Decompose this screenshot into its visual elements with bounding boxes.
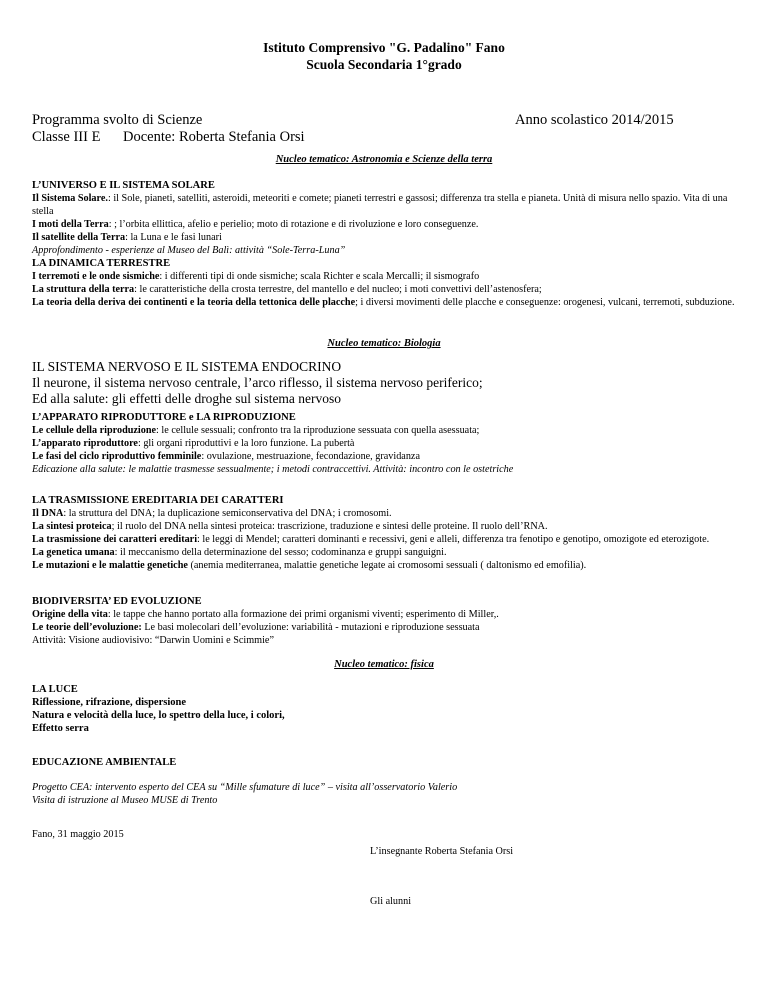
line-cellule: Le cellule della riproduzione: le cellule sessuali; confronto tra la riproduzione sessuata con quella asessuata; bbox=[32, 425, 480, 436]
nervoso-title: IL SISTEMA NERVOSO E IL SISTEMA ENDOCRINO bbox=[32, 359, 342, 374]
line-visita-muse: Visita di istruzione al Museo MUSE di Trento bbox=[32, 795, 218, 806]
line-approfondimento: Approfondimento - esperienze al Museo del Balì: attività “Sole-Terra-Luna” bbox=[32, 245, 346, 256]
heading-astronomia: Nucleo tematico: Astronomia e Scienze della terra bbox=[275, 154, 493, 165]
line-satellite: Il satellite della Terra: la Luna e le fasi lunari bbox=[32, 232, 222, 243]
ereditaria-title: LA TRASMISSIONE EREDITARIA DEI CARATTERI bbox=[32, 495, 284, 506]
line-terremoti: I terremoti e le onde sismiche: i differenti tipi di onde sismiche; scala Richter e scala Mercalli; il sismografo bbox=[32, 271, 480, 282]
line-attivita: Attività: Visione audiovisivo: “Darwin Uomini e Scimmie” bbox=[32, 635, 274, 646]
line-progetto-cea: Progetto CEA: intervento esperto del CEA su “Mille sfumature di luce” – visita all’osservatorio Valerio bbox=[32, 782, 458, 793]
school-level: Scuola Secondaria 1°grado bbox=[306, 57, 462, 72]
heading-biologia: Nucleo tematico: Biologia bbox=[327, 338, 441, 349]
school-name: Istituto Comprensivo "G. Padalino" Fano bbox=[263, 40, 505, 55]
line-mutazioni: Le mutazioni e le malattie genetiche (anemia mediterranea, malattie genetiche legate ai cromosomi sessuali ( daltonismo ed emofilia). bbox=[32, 560, 587, 571]
line-origine: Origine della vita: le tappe che hanno portato alla formazione dei primi organismi viventi; esperimento di Miller,. bbox=[32, 609, 499, 620]
section-ambientale bbox=[32, 781, 744, 807]
program-title: Programma svolto di Scienze bbox=[32, 112, 203, 128]
ambientale-title: EDUCAZIONE AMBIENTALE bbox=[32, 757, 177, 768]
class-label: Classe III E bbox=[32, 129, 101, 145]
line-neurone: Il neurone, il sistema nervoso centrale, l’arco riflesso, il sistema nervoso periferico; bbox=[32, 375, 483, 390]
teacher-label: Docente: Roberta Stefania Orsi bbox=[123, 129, 305, 145]
luce-title: LA LUCE bbox=[32, 684, 78, 695]
line-dna: Il DNA: la struttura del DNA; la duplicazione semiconservativa del DNA; i cromosomi. bbox=[32, 508, 392, 519]
section-riproduzione bbox=[32, 411, 744, 476]
section-ereditaria bbox=[32, 494, 744, 572]
section-fisica bbox=[32, 683, 744, 735]
line-deriva-continenti: La teoria della deriva dei continenti e la teoria della tettonica delle placche; i diversi movimenti delle placche e conseguenze: orogenesi, vulcani, terremoti, subduzione. bbox=[32, 297, 735, 308]
line-sintesi: La sintesi proteica; il ruolo del DNA nella sintesi proteica: trascrizione, traduzione e sintesi delle proteine. Il ruolo dell’RNA. bbox=[32, 521, 548, 532]
line-moti-terra: I moti della Terra: ; l’orbita ellittica, afelio e perielio; moto di rotazione e di rivoluzione e loro conseguenze. bbox=[32, 219, 479, 230]
dinamica-title: LA DINAMICA TERRESTRE bbox=[32, 258, 171, 269]
section-nervoso bbox=[32, 359, 744, 407]
universo-title: L’UNIVERSO E IL SISTEMA SOLARE bbox=[32, 180, 215, 191]
line-ciclo: Le fasi del ciclo riproduttivo femminile: ovulazione, mestruazione, fecondazione, gravidanza bbox=[32, 451, 420, 462]
line-droghe: Ed alla salute: gli effetti delle droghe sul sistema nervoso bbox=[32, 391, 342, 406]
line-teorie: Le teorie dell’evoluzione: Le basi molecolari dell’evoluzione: variabilità - mutazioni e riproduzione sessuata bbox=[32, 622, 480, 633]
line-struttura-terra: La struttura della terra: le caratteristiche della crosta terrestre, del mantello e del nucleo; i moti convettivi dell’astenosfera; bbox=[32, 284, 542, 295]
teacher-signature: L’insegnante Roberta Stefania Orsi bbox=[370, 846, 514, 857]
section-evoluzione bbox=[32, 595, 744, 647]
section-astronomia bbox=[32, 179, 744, 309]
heading-fisica: Nucleo tematico: fisica bbox=[334, 659, 434, 670]
line-sistema-solare: Il Sistema Solare.: il Sole, pianeti, satelliti, asteroidi, meteoriti e comete; pianeti terrestri e gassosi; differenza tra stella e pianeta. Unità di misura nello spazio. Vita di una stella bbox=[32, 193, 728, 217]
school-year: Anno scolastico 2014/2015 bbox=[515, 112, 674, 128]
students-signature: Gli alunni bbox=[370, 896, 412, 907]
line-effetto-serra: Effetto serra bbox=[32, 723, 89, 734]
riproduzione-title: L’APPARATO RIPRODUTTORE e LA RIPRODUZIONE bbox=[32, 412, 296, 423]
line-genetica: La genetica umana: il meccanismo della determinazione del sesso; codominanza e gruppi sanguigni. bbox=[32, 547, 447, 558]
line-apparato: L’apparato riproduttore: gli organi riproduttivi e la loro funzione. La pubertà bbox=[32, 438, 355, 449]
line-riflessione: Riflessione, rifrazione, dispersione bbox=[32, 697, 186, 708]
line-trasmissione: La trasmissione dei caratteri ereditari: le leggi di Mendel; caratteri dominanti e recessivi, geni e alleli, differenza tra fenotipo e genotipo, omozigote ed eterozigote. bbox=[32, 534, 710, 545]
line-natura-luce: Natura e velocità della luce, lo spettro della luce, i colori, bbox=[32, 710, 285, 721]
evoluzione-title: BIODIVERSITA’ ED EVOLUZIONE bbox=[32, 596, 202, 607]
line-educazione-salute: Edicazione alla salute: le malattie trasmesse sessualmente; i metodi contraccettivi. Attività: incontro con le ostetriche bbox=[32, 464, 514, 475]
document-date: Fano, 31 maggio 2015 bbox=[32, 829, 124, 840]
